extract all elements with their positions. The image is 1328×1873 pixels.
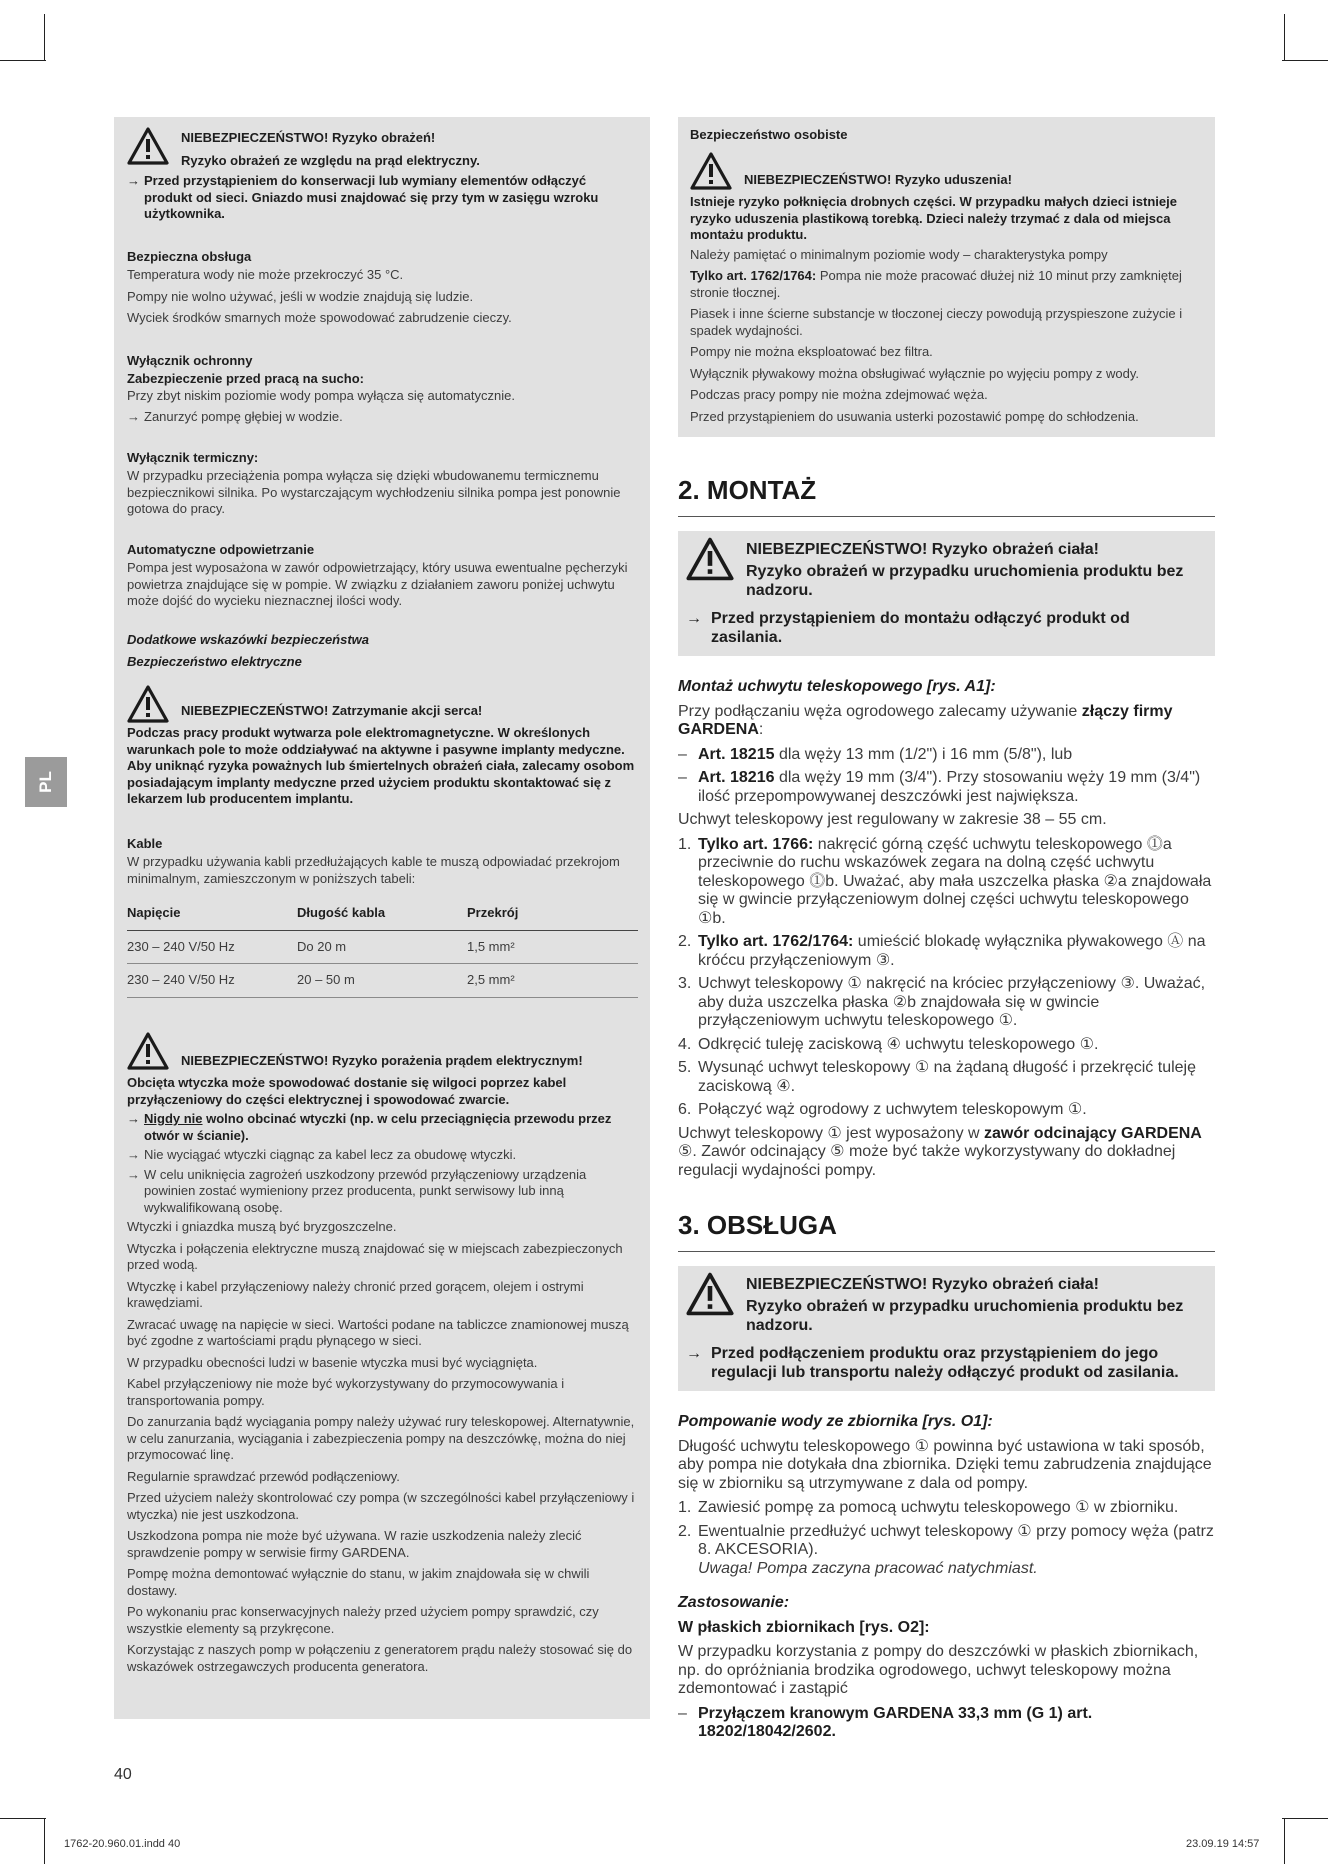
step-item: 2. Ewentualnie przedłużyć uchwyt teleskopowy ① przy pomocy węża (patrz 8. AKCESORIA). Uwaga! Pompa zaczyna pracować natychmiast.	[678, 1522, 1214, 1577]
text-line: Uszkodzona pompa nie może być używana. W razie uszkodzenia należy zlecić sprawdzenie pompy w serwisie firmy GARDENA.	[127, 1528, 582, 1560]
section-subtitle: Bezpieczeństwo elektryczne	[127, 654, 302, 669]
footer-file-info: 1762-20.960.01.indd 40	[64, 1838, 181, 1850]
text-line: Zwracać uwagę na napięcie w sieci. Wartości podane na tabliczce znamionowej muszą być zgodne z wartościami prądu płynącego w sieci.	[127, 1316, 629, 1348]
text-line: Wyciek środków smarnych może spowodować zabrudzenie cieczy.	[127, 310, 512, 325]
text-paragraph: Uchwyt teleskopowy jest regulowany w zakresie 38 – 55 cm.	[678, 811, 1107, 828]
arrow-icon: →	[127, 173, 140, 188]
warning-block	[686, 1272, 1205, 1338]
section-title: Bezpieczna obsługa	[127, 248, 252, 264]
text-line: Przed użyciem należy skontrolować czy pompa (w szczególności kabel przyłączeniowy i wtyczka) nie jest uszkodzona.	[127, 1490, 635, 1522]
text-paragraph: W przypadku przeciążenia pompa wyłącza się dzięki wbudowanemu termicznemu bezpiecznikowi silnika. Po wystarczającym wychłodzeniu silnika pompa jest ponownie gotowa do pracy.	[127, 468, 621, 516]
warning-triangle-icon	[686, 537, 736, 583]
table-cell: 1,5 mm²	[467, 930, 638, 964]
warning-action: → Nigdy nie wolno obcinać wtyczki (np. w celu przeciągnięcia przewodu przez otwór w ścianie).	[127, 1111, 612, 1143]
column-header: Długość kabla	[297, 901, 467, 930]
warning-text: Podczas pracy produkt wytwarza pole elektromagnetyczne. W określonych warunkach pole to może oddziaływać na aktywne i pasywne implanty medyczne. Aby uniknąć ryzyka poważnych lub śmiertelnych obrażeń ciała, zalecamy osobom posiadającym implanty medyczne przed użyciem produktu skontaktować się z lekarzem lub producentem implantu.	[127, 725, 635, 806]
warning-block	[690, 152, 1203, 195]
warning-title: NIEBEZPIECZEŃSTWO! Ryzyko obrażeń ciała!	[746, 1276, 1099, 1293]
arrow-icon: →	[127, 1166, 140, 1182]
text-line: Pompę można demontować wyłącznie do stanu, w jakim znajdowała się w chwili dostawy.	[127, 1566, 590, 1598]
step-item: 1. Tylko art. 1766: nakręcić górną część uchwytu teleskopowego ⓵a przeciwnie do ruchu wskazówek zegara na dolną część uchwytu teleskopowego ⓵b. Uważać, aby mała uszczelka płaska ②a znajdowała się w gwincie przyłączeniowym dolnej części uchwytu teleskopowego ①b.	[678, 835, 1212, 927]
text-paragraph: W przypadku używania kabli przedłużających kable te muszą odpowiadać przekrojom minimalnym, zamieszczonym w poniższych tabeli:	[127, 854, 620, 886]
table-cell: 2,5 mm²	[467, 964, 638, 998]
action-line: → Zanurzyć pompę głębiej w wodzie.	[127, 409, 343, 424]
text-line: Przed przystąpieniem do usuwania usterki pozostawić pompę do schłodzenia.	[690, 408, 1139, 424]
action-line: → Nie wyciągać wtyczki ciągnąc za kabel lecz za obudowę wtyczki.	[127, 1147, 517, 1162]
section-title: Dodatkowe wskazówki bezpieczeństwa	[127, 631, 370, 647]
warning-title: NIEBEZPIECZEŃSTWO! Ryzyko uduszenia!	[744, 171, 1012, 187]
subsection-title: Zastosowanie:	[678, 1594, 790, 1611]
text-line: Do zanurzania bądź wyciągania pompy należy używać rury teleskopowej. Alternatywnie, w celu zanurzania, wyciągania i zabezpieczenia pompy na deszczówkę, można do niej przymocować linę.	[127, 1414, 635, 1462]
warning-text: Obcięta wtyczka może spowodować dostanie się wilgoci poprzez kabel przyłączeniowy do części elektrycznej i spowodować zwarcie.	[127, 1075, 567, 1107]
text-line: Pompy nie wolno używać, jeśli w wodzie znajdują się ludzie.	[127, 288, 474, 304]
montaz-content	[678, 678, 1215, 1180]
cable-table	[127, 901, 638, 998]
crop-mark	[1284, 1818, 1285, 1864]
text-line: Temperatura wody nie może przekroczyć 35 °C.	[127, 267, 404, 282]
table-cell: 230 – 240 V/50 Hz	[127, 930, 297, 964]
warning-block	[127, 1032, 638, 1076]
right-column	[678, 117, 1215, 1747]
crop-mark	[1282, 60, 1328, 61]
crop-mark	[44, 1818, 45, 1864]
text-line: Należy pamiętać o minimalnym poziomie wody – charakterystyka pompy	[690, 246, 1108, 262]
warning-title: NIEBEZPIECZEŃSTWO! Ryzyko porażenia prądem elektrycznym!	[181, 1052, 583, 1068]
warning-text: Istnieje ryzyko połknięcia drobnych części. W przypadku małych dzieci istnieje ryzyko uduszenia plastikową torebką. Dzieci należy trzymać z dala od miejsca montażu produktu.	[690, 194, 1177, 242]
text-line: Wyłącznik pływakowy można obsługiwać wyłącznie po wyjęciu pompy z wody.	[690, 365, 1140, 381]
table-cell: 230 – 240 V/50 Hz	[127, 964, 297, 998]
warning-subtitle: Ryzyko obrażeń ze względu na prąd elektryczny.	[181, 152, 480, 168]
footer-timestamp: 23.09.19 14:57	[1186, 1838, 1260, 1850]
warning-action: → Przed przystąpieniem do konserwacji lub wymiany elementów odłączyć produkt od sieci. Gniazdo musi znajdować się przy tym w zasięgu wzroku użytkownika.	[127, 173, 599, 221]
text-line: Przy zbyt niskim poziomie wody pompa wyłącza się automatycznie.	[127, 387, 515, 403]
text-line: Tylko art. 1762/1764: Pompa nie może pracować dłużej niż 10 minut przy zamkniętej stronie tłocznej.	[690, 268, 1182, 300]
text-paragraph: Długość uchwytu teleskopowego ① powinna być ustawiona w taki sposób, aby pompa nie dotykała dna zbiornika. Dzięki temu zabrudzenia znajdujące się w zbiorniku są utrzymywane z dala od pompy.	[678, 1437, 1212, 1492]
table-cell: Do 20 m	[297, 930, 467, 964]
table-cell: 20 – 50 m	[297, 964, 467, 998]
text-paragraph: Uchwyt teleskopowy ① jest wyposażony w zawór odcinający GARDENA ⑤. Zawór odcinający ⑤ może być także wykorzystywany do dokładnej regulacji wydajności pompy.	[678, 1124, 1202, 1179]
list-item: – Art. 18216 dla węży 19 mm (3/4"). Przy stosowaniu węży 19 mm (3/4") ilość przepompowywanej deszczówki jest największa.	[678, 769, 1201, 805]
warning-subtitle: Ryzyko obrażeń w przypadku uruchomienia produktu bez nadzoru.	[746, 1298, 1184, 1334]
text-line: Korzystając z naszych pomp w połączeniu z generatorem prądu należy stosować się do wskazówek ostrzegawczych producenta generatora.	[127, 1642, 633, 1674]
language-tab	[25, 757, 67, 807]
text-paragraph: Przy podłączaniu węża ogrodowego zalecamy używanie złączy firmy GARDENA:	[678, 702, 1173, 738]
table-header-row	[127, 901, 638, 930]
crop-mark	[0, 1818, 46, 1819]
danger-box	[678, 1266, 1215, 1391]
section-title: Automatyczne odpowietrzanie	[127, 541, 315, 557]
danger-box	[678, 531, 1215, 656]
text-paragraph: Pompa jest wyposażona w zawór odpowietrzający, który usuwa ewentualne pęcherzyki powietrza znajdujące się w pompie. W związku z działaniem zaworu poniżej uchwytu może dojść do wycieku nieznacznej ilości wody.	[127, 560, 628, 608]
section-title: Wyłącznik termiczny:	[127, 449, 259, 465]
warning-triangle-icon	[127, 685, 171, 725]
warning-title: NIEBEZPIECZEŃSTWO! Ryzyko obrażeń!	[181, 130, 436, 145]
text-line: Podczas pracy pompy nie można zdejmować węża.	[690, 387, 988, 402]
column-header: Napięcie	[127, 901, 297, 930]
list-item: – Art. 18215 dla węży 13 mm (1/2") i 16 mm (5/8"), lub	[678, 745, 1073, 763]
step-item: 5. Wysunąć uchwyt teleskopowy ① na żądaną długość i przekręcić tuleję zaciskową ④.	[678, 1059, 1196, 1095]
subsection-title: Montaż uchwytu teleskopowego [rys. A1]:	[678, 678, 996, 695]
text-line: Wtyczka i połączenia elektryczne muszą znajdować się w miejscach zabezpieczonych przed wodą.	[127, 1240, 623, 1272]
language-tab-label: PL	[35, 771, 55, 793]
text-line: Wtyczkę i kabel przyłączeniowy należy chronić przed gorącem, olejem i ostrymi krawędziami.	[127, 1278, 584, 1310]
table-row	[127, 964, 638, 998]
subsection-title: Pompowanie wody ze zbiornika [rys. O1]:	[678, 1413, 993, 1430]
note-text: Uwaga! Pompa zaczyna pracować natychmiast.	[698, 1559, 1038, 1577]
list-item: – Przyłączem kranowym GARDENA 33,3 mm (G 1) art. 18202/18042/2602.	[678, 1704, 1093, 1740]
obsluga-content	[678, 1413, 1215, 1742]
text-line: Pompy nie można eksploatować bez filtra.	[690, 344, 933, 359]
warning-block	[686, 537, 1205, 603]
column-header: Przekrój	[467, 901, 638, 930]
arrow-icon: →	[127, 409, 140, 424]
warning-triangle-icon	[127, 127, 171, 167]
underlined-text: Nigdy nie	[144, 1111, 203, 1126]
section-title: Kable	[127, 835, 163, 851]
text-paragraph: W przypadku korzystania z pompy do deszczówki w płaskich zbiornikach, np. do opróżniania brodzika ogrodowego, uchwyt teleskopowy można zdemontować i zastąpić	[678, 1643, 1199, 1697]
crop-mark	[44, 14, 45, 60]
text-line: W przypadku obecności ludzi w basenie wtyczka musi być wyciągnięta.	[127, 1354, 538, 1370]
warning-title: NIEBEZPIECZEŃSTWO! Ryzyko obrażeń ciała!	[746, 541, 1099, 558]
crop-mark	[1284, 14, 1285, 60]
arrow-icon: →	[686, 1345, 702, 1362]
chapter-title: 3. OBSŁUGA	[678, 1210, 1215, 1252]
text-line: Regularnie sprawdzać przewód podłączeniowy.	[127, 1468, 400, 1484]
step-item: 3. Uchwyt teleskopowy ① nakręcić na króciec przyłączeniowy ③. Uważać, aby duża uszczelka płaska ②b znajdowała się w gwincie przyłączeniowym uchwytu teleskopowego ①.	[678, 975, 1206, 1029]
step-item: 1. Zawiesić pompę za pomocą uchwytu teleskopowego ① w zbiorniku.	[678, 1499, 1179, 1516]
crop-mark	[1282, 1818, 1328, 1819]
text-line: Piasek i inne ścierne substancje w tłoczonej cieczy powodują przyspieszone zużycie i spadek wydajności.	[690, 306, 1183, 338]
section-title: Wyłącznik ochronny	[127, 352, 253, 368]
step-item: 2. Tylko art. 1762/1764: umieścić blokadę wyłącznika pływakowego Ⓐ na króćcu przyłączeniowym ③.	[678, 933, 1206, 969]
personal-safety-panel	[678, 117, 1215, 437]
safety-panel	[114, 117, 650, 1719]
step-item: 6. Połączyć wąż ogrodowy z uchwytem teleskopowym ①.	[678, 1101, 1087, 1118]
page-number: 40	[114, 1766, 132, 1783]
arrow-icon: →	[127, 1147, 140, 1162]
warning-block	[127, 127, 638, 175]
warning-triangle-icon	[690, 152, 734, 192]
warning-action: → Przed podłączeniem produktu oraz przystąpieniem do jego regulacji lub transportu należy odłączyć produkt od zasilania.	[686, 1345, 1179, 1381]
crop-mark	[0, 60, 46, 61]
warning-triangle-icon	[686, 1272, 736, 1318]
warning-subtitle: Ryzyko obrażeń w przypadku uruchomienia produktu bez nadzoru.	[746, 563, 1184, 599]
step-item: 4. Odkręcić tuleję zaciskową ④ uchwytu teleskopowego ①.	[678, 1035, 1099, 1053]
action-line: → W celu uniknięcia zagrożeń uszkodzony przewód przyłączeniowy urządzenia powinien zostać wymieniony przez producenta, punkt serwisowy lub inną wykwalifikowaną osobę.	[127, 1166, 587, 1215]
section-title: Bezpieczeństwo osobiste	[690, 127, 848, 142]
arrow-icon: →	[127, 1111, 140, 1126]
table-row	[127, 930, 638, 964]
text-line: Po wykonaniu prac konserwacyjnych należy przed użyciem pompy sprawdzić, czy wszystkie elementy są przykręcone.	[127, 1604, 599, 1636]
section-subtitle: Zabezpieczenie przed pracą na sucho:	[127, 371, 364, 386]
text-line: Wtyczki i gniazdka muszą być bryzgoszczelne.	[127, 1219, 397, 1234]
warning-title: NIEBEZPIECZEŃSTWO! Zatrzymanie akcji serca!	[181, 702, 483, 718]
warning-triangle-icon	[127, 1032, 171, 1072]
chapter-title: 2. MONTAŻ	[678, 475, 1215, 517]
warning-block	[127, 685, 638, 726]
text-line: Kabel przyłączeniowy nie może być wykorzystywany do przymocowywania i transportowania pompy.	[127, 1376, 565, 1408]
arrow-icon: →	[686, 610, 702, 627]
warning-action: → Przed przystąpieniem do montażu odłączyć produkt od zasilania.	[686, 610, 1130, 646]
subsection-title: W płaskich zbiornikach [rys. O2]:	[678, 1618, 930, 1636]
